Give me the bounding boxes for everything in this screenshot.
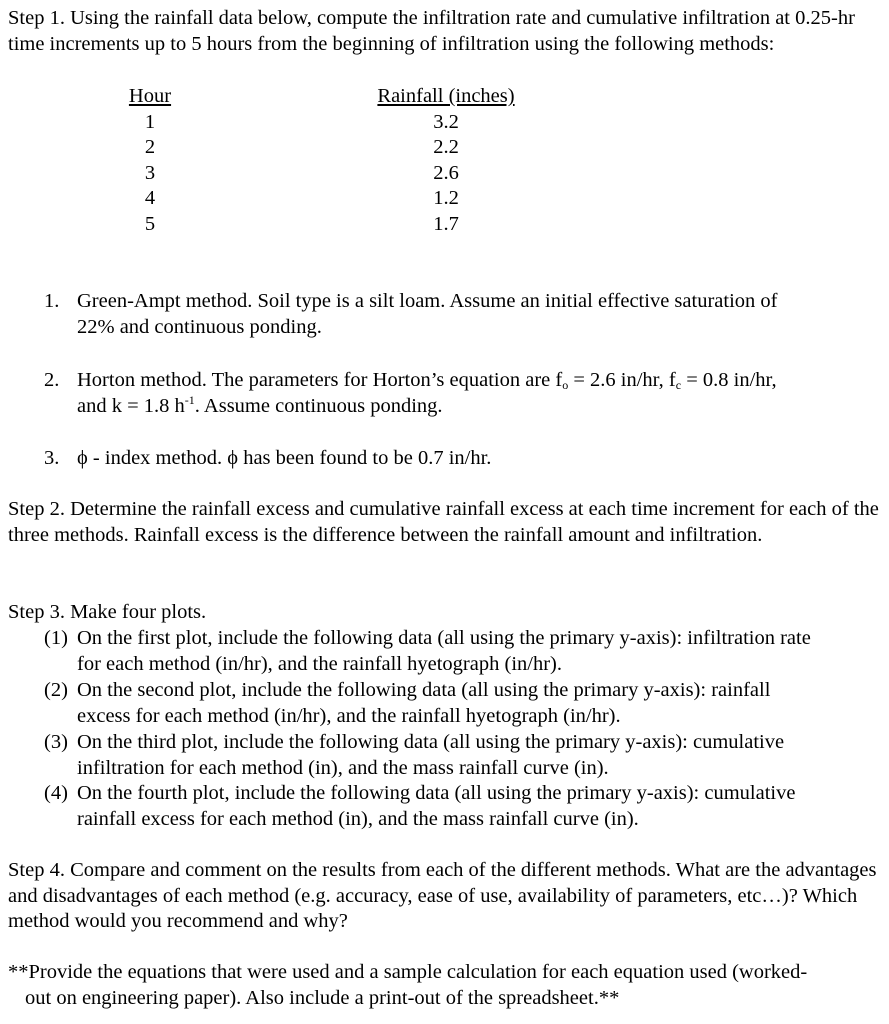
- list-number: 3.: [44, 447, 60, 469]
- table-cell-rainfall: 2.2: [433, 136, 459, 158]
- step4-text: Step 4. Compare and comment on the results from each of the different methods. What are the advantages and disadvantages of each method (e.g. accuracy, ease of use, availability of parameters, etc…)? Which method would you recommend and why?: [8, 859, 877, 932]
- plot-line: On the second plot, include the following data (all using the primary y-axis): rainfall: [77, 679, 771, 701]
- plot-number: (3): [44, 731, 68, 753]
- rainfall-table: [120, 84, 180, 237]
- plot-line: On the first plot, include the following data (all using the primary y-axis): infiltration rate: [77, 627, 811, 649]
- plot-number: (4): [44, 782, 68, 804]
- list-number: 1.: [44, 290, 60, 312]
- plot-line: for each method (in/hr), and the rainfall hyetograph (in/hr).: [77, 652, 562, 675]
- table-cell-rainfall: 2.6: [433, 161, 459, 184]
- method-line: ϕ - index method. ϕ has been found to be 0.7 in/hr.: [77, 447, 492, 469]
- table-cell-rainfall: 3.2: [433, 110, 459, 133]
- method-item-green-ampt: [0, 289, 889, 341]
- method-line: Green-Ampt method. Soil type is a silt loam. Assume an initial effective saturation of: [77, 290, 778, 312]
- plot-line: infiltration for each method (in), and the mass rainfall curve (in).: [77, 756, 609, 779]
- plot-line: On the third plot, include the following data (all using the primary y-axis): cumulative: [77, 731, 785, 753]
- plot-line: excess for each method (in/hr), and the rainfall hyetograph (in/hr).: [77, 704, 621, 727]
- plot-number: (1): [44, 627, 68, 649]
- table-cell-hour: 2: [144, 136, 156, 158]
- method-line: and k = 1.8 $h^{-1}$. Assume continuous ponding.: [77, 392, 443, 417]
- table-cell-hour: 3: [144, 161, 156, 184]
- table-header-rainfall: Rainfall (inches): [377, 85, 515, 107]
- method-line: Horton method. The parameters for Horton’s equation are $f_o = 2.6$ in/hr, $f_c = 0.8$ in/hr,: [77, 369, 777, 392]
- step1-text: Step 1. Using the rainfall data below, compute the infiltration rate and cumulative infiltration at 0.25-hr time increments up to 5 hours from the beginning of infiltration using the following methods:: [8, 7, 855, 55]
- step3-title: Step 3. Make four plots.: [8, 601, 207, 623]
- rainfall-column: [365, 84, 527, 237]
- table-cell-hour: 4: [144, 187, 156, 209]
- plot-item: [0, 678, 889, 730]
- plot-item: [0, 781, 889, 833]
- method-item-phi-index: [0, 446, 889, 472]
- list-number: 2.: [44, 369, 60, 391]
- plot-number: (2): [44, 679, 68, 701]
- method-item-horton: [0, 368, 889, 420]
- table-cell-hour: 5: [144, 212, 156, 235]
- note-line: **Provide the equations that were used and a sample calculation for each equation used (worked-: [8, 961, 808, 983]
- plot-item: [0, 730, 889, 782]
- method-line: 22% and continuous ponding.: [77, 315, 322, 338]
- plot-line: rainfall excess for each method (in), and the mass rainfall curve (in).: [77, 807, 639, 830]
- table-cell-rainfall: 1.7: [433, 212, 459, 235]
- plot-item: [0, 626, 889, 678]
- table-cell-hour: 1: [144, 110, 156, 133]
- plot-line: On the fourth plot, include the following data (all using the primary y-axis): cumulative: [77, 782, 796, 804]
- note-line: out on engineering paper). Also include a print-out of the spreadsheet.**: [25, 987, 620, 1009]
- table-header-hour: Hour: [128, 85, 172, 107]
- step2-text: Step 2. Determine the rainfall excess and cumulative rainfall excess at each time increment for each of the three methods. Rainfall excess is the difference between the rainfall amount and infiltration.: [8, 498, 879, 546]
- table-cell-rainfall: 1.2: [433, 187, 459, 209]
